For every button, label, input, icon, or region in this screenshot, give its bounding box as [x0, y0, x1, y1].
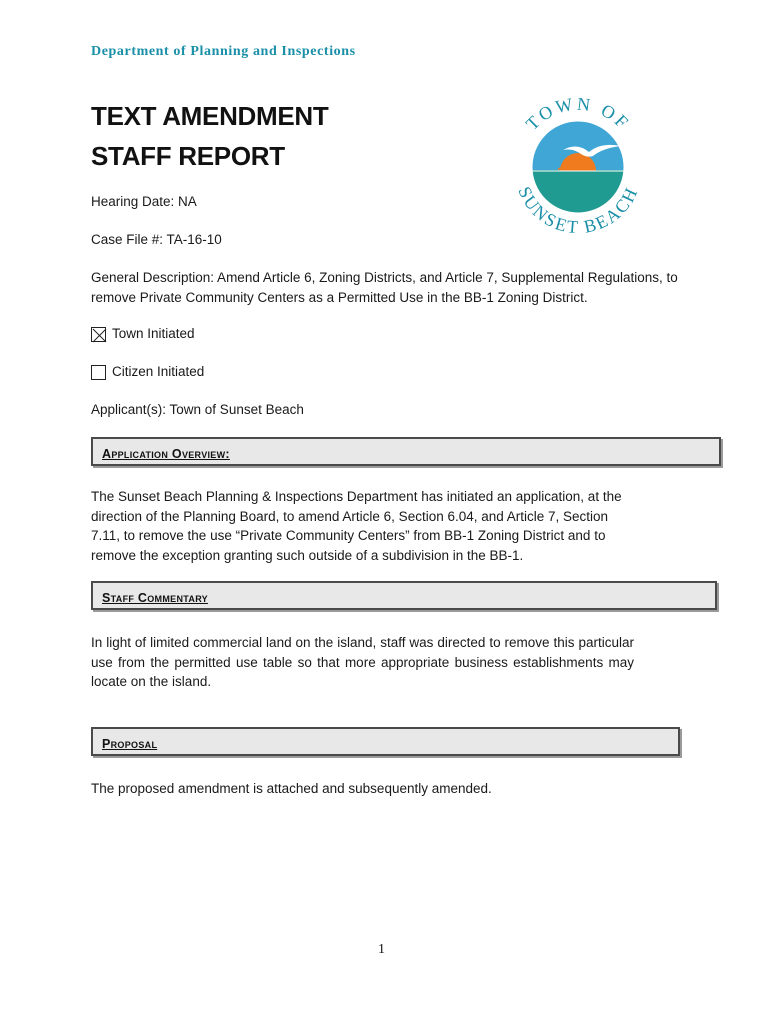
application-overview-heading: Application Overview: [91, 437, 721, 466]
proposal-heading: Proposal [91, 727, 680, 756]
staff-commentary-heading: Staff Commentary [91, 581, 717, 610]
application-overview-body: The Sunset Beach Planning & Inspections Department has initiated an application, at the direction of the Planning Board, to amend Article 6, Section 6.04, and Article 7, Section 7.11, to remove the use “Private Community Centers” from BB-1 Zoning District and to remove the exception granting such outside of a subdivision in the BB-1. [91, 489, 622, 563]
department-header: Department of Planning and Inspections [91, 44, 356, 59]
town-initiated-option[interactable] [91, 324, 195, 344]
town-of-sunset-beach-logo [503, 92, 653, 242]
title-line-1: TEXT AMENDMENT [91, 101, 329, 131]
town-initiated-checkbox[interactable] [91, 327, 106, 342]
title-line-2: STAFF REPORT [91, 141, 285, 171]
document-title [91, 96, 471, 176]
logo-top-text: TOWN OF [521, 93, 635, 135]
general-description: General Description: Amend Article 6, Zoning Districts, and Article 7, Supplemental Regulations, to remove Private Community Centers as a Permitted Use in the BB-1 Zoning District. [91, 270, 678, 305]
applicants: Applicant(s): Town of Sunset Beach [91, 402, 304, 417]
logo-bottom-text: SUNSET BEACH [514, 183, 642, 238]
citizen-initiated-checkbox[interactable] [91, 365, 106, 380]
citizen-initiated-label: Citizen Initiated [112, 364, 205, 379]
proposal-body: The proposed amendment is attached and subsequently amended. [91, 781, 492, 796]
page-number: 1 [378, 942, 385, 957]
town-initiated-label: Town Initiated [112, 326, 195, 341]
checked-x-icon [92, 328, 107, 343]
staff-commentary-body: In light of limited commercial land on the island, staff was directed to remove this particular use from the permitted use table so that more appropriate business establishments may locate on the island. [91, 635, 634, 689]
hearing-date: Hearing Date: NA [91, 194, 197, 209]
case-file: Case File #: TA-16-10 [91, 232, 222, 247]
citizen-initiated-option[interactable] [91, 362, 204, 382]
